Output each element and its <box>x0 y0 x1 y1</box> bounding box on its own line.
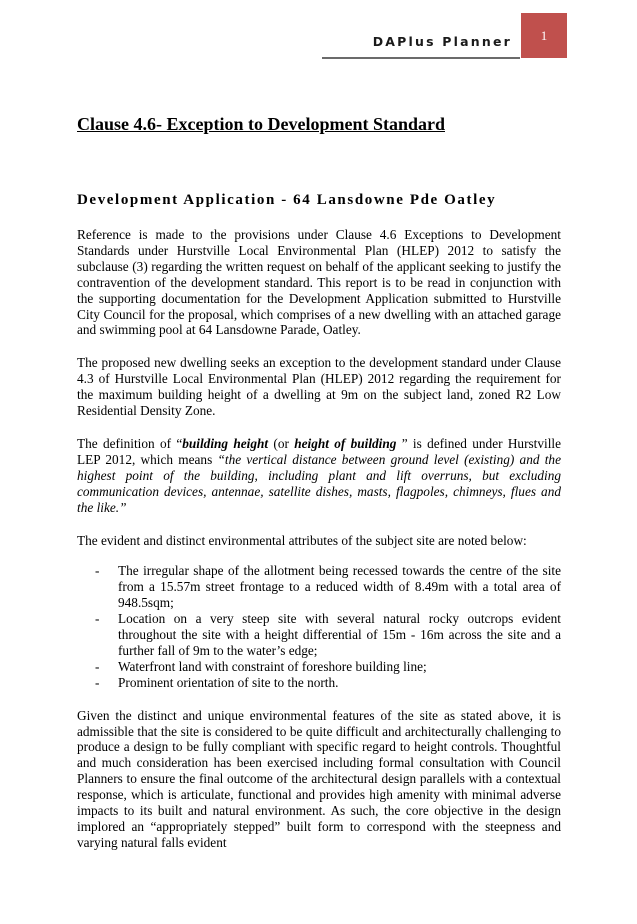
list-item-text: The irregular shape of the allotment being recessed towards the centre of the site from a 15.57m street frontage to a reduced width of 8.49m with a total area of 948.5sqm; <box>118 563 561 611</box>
list-item-text: Prominent orientation of site to the north. <box>118 674 339 690</box>
page-number-box <box>521 13 567 58</box>
bullet-dash: - <box>95 611 100 627</box>
paragraph-conclusion: Given the distinct and unique environmental features of the site as stated above, it is admissible that the site is considered to be quite difficult and architecturally challenging to produce a design to be fully compliant with specific regard to height controls. Thoughtful and much consideration has been exercised including formal consultation with Council Planners to ensure the final outcome of the architectural design parallels with a contextual response, which is articulate, functional and provides high amenity with minimal adverse impacts to its built and natural environment. As such, the core objective in the design implored an “appropriately stepped” built form to correspond with the steepness and varying natural falls evident <box>77 707 561 850</box>
document-body <box>77 112 561 851</box>
paragraph-reference: Reference is made to the provisions under Clause 4.6 Exceptions to Development Standards under Hurstville Local Environmental Plan (HLEP) 2012 to satisfy the subclause (3) regarding the written request on behalf of the applicant seeking to justify the contravention of the development standard. This report is to be read in conjunction with the supporting documentation for the Development Application submitted to Hurstville City Council for the proposal, which comprises of a new dwelling with an attached garage and swimming pool at 64 Lansdowne Parade, Oatley. <box>77 227 561 338</box>
document-title: Clause 4.6- Exception to Development Standard <box>77 114 445 134</box>
list-item-text: Location on a very steep site with several natural rocky outcrops evident throughout the site with a height differential of 15m - 16m across the site and a further fall of 9m to the water’s edge; <box>118 611 561 658</box>
list-item <box>77 675 561 691</box>
bullet-dash: - <box>95 658 100 674</box>
paragraph-attributes-intro: The evident and distinct environmental attributes of the subject site are noted below: <box>77 532 527 548</box>
brand-name: DAPlus Planner <box>372 34 512 49</box>
document-subtitle: Development Application - 64 Lansdowne Pde Oatley <box>77 192 497 208</box>
list-item <box>77 611 561 659</box>
page-number: 1 <box>540 27 548 43</box>
term-building-height: building height <box>182 435 269 451</box>
definition-prefix: The definition of “ <box>77 435 183 451</box>
bullet-dash: - <box>95 674 100 690</box>
attributes-list <box>77 563 561 690</box>
term-height-of-building: height of building <box>294 435 397 451</box>
definition-after-term: ” is defined under Hurstville LEP 2012, which means <box>77 435 561 467</box>
definition-quote: “the vertical distance between ground level (existing) and the highest point of the building, including plant and lift overruns, but excluding communication devices, antennae, satellite dishes, masts, flagpoles, chimneys, flues and the like.” <box>77 451 561 515</box>
paragraph-definition <box>77 436 561 516</box>
list-item <box>77 563 561 611</box>
page-header <box>0 13 637 58</box>
list-item-text: Waterfront land with constraint of foreshore building line; <box>118 658 427 674</box>
list-item <box>77 659 561 675</box>
paragraph-exception: The proposed new dwelling seeks an exception to the development standard under Clause 4.3 of Hurstville Local Environmental Plan (HLEP) 2012 regarding the requirement for the maximum building height of a dwelling at 9m on the subject land, zoned R2 Low Residential Density Zone. <box>77 355 561 419</box>
definition-mid: (or <box>268 435 295 451</box>
bullet-dash: - <box>95 563 100 579</box>
header-rule <box>322 57 520 59</box>
